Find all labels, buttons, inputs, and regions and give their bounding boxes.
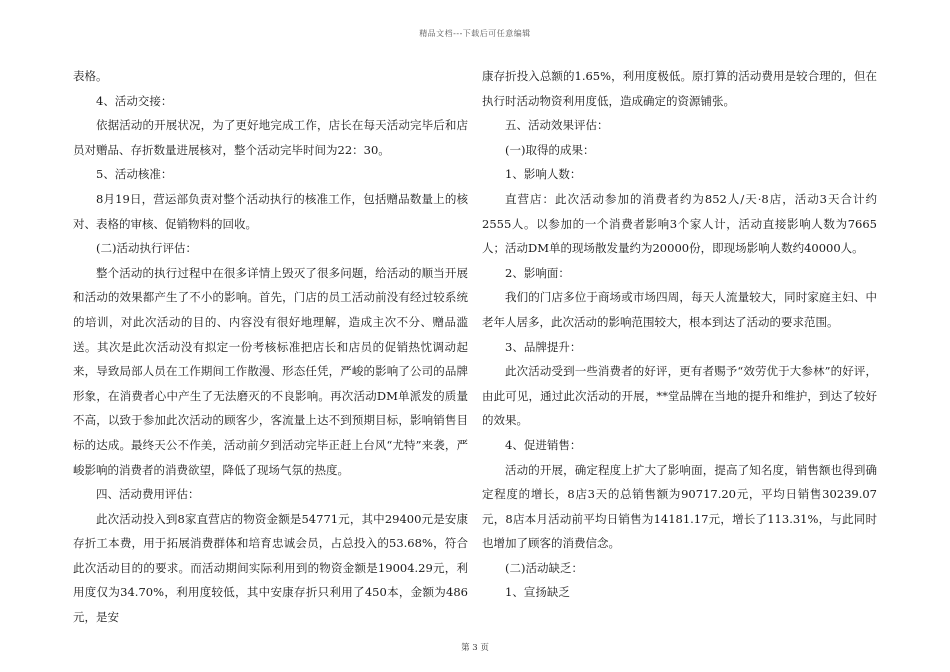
page-number: 第 3 页 [461, 643, 489, 653]
paragraph: 8月19日，营运部负责对整个活动执行的核准工作，包括赠品数量上的核对、表格的审核、促销物料的回收。 [73, 191, 468, 231]
paragraph: 此次活动受到一些消费者的好评，更有者赐予“效劳优于大参林”的好评，由此可见，通过此次活动的开展，**堂品牌在当地的提升和维护，到达了较好的效果。 [482, 364, 877, 428]
paragraph: 1、影响人数： [505, 167, 582, 182]
paragraph: 2、影响面： [505, 265, 570, 280]
paragraph: (二)活动执行评估： [96, 241, 197, 256]
paragraph: 康存折投入总额的1.65%，利用度极低。原打算的活动费用是较合理的，但在执行时活动物资利用度低，造成确定的资源铺张。 [482, 69, 877, 108]
paragraph: 3、品牌提升： [505, 339, 582, 354]
paragraph: 4、促进销售： [505, 437, 582, 452]
paragraph: 依据活动的开展状况，为了更好地完成工作，店长在每天活动完毕后和店员对赠品、存折数量进展核对，整个活动完毕时间为22：30。 [73, 118, 468, 157]
paragraph: 5、活动核准： [96, 167, 173, 182]
right-column [482, 64, 877, 605]
paragraph: 1、宣扬缺乏 [505, 585, 570, 600]
paragraph: 四、活动费用评估： [96, 487, 200, 502]
paragraph: (二)活动缺乏： [505, 560, 583, 575]
paragraph: 整个活动的执行过程中在很多详情上毁灭了很多问题，给活动的顺当开展和活动的效果都产生了不小的影响。首先，门店的员工活动前没有经过较系统的培训，对此次活动的目的、内容没有很好地理解，造成主次不分、赠品滥送。其次是此次活动没有拟定一份考核标准把店长和店员的促销热忱调动起来，导致局部人员在工作期间工作散漫、形态任凭，严峻的影响了公司的品牌形象，在消费者心中产生了无法磨灭的不良影响。再次活动DM单派发的质量不高，以致于参加此次活动的顾客少，客流量上达不到预期目标，影响销售目标的达成。最终天公不作美，活动前夕到活动完毕正赶上台风“尤特”来袭，严峻影响的消费者的消费欲望，降低了现场气氛的热度。 [73, 265, 468, 477]
paragraph: 直营店：此次活动参加的消费者约为852人/天·8店，活动3天合计约2555人。以参加的一个消费者影响3个家人计，活动直接影响人数为7665人；活动DM单的现场散发量约为20000份，即现场影响人数约40000人。 [482, 191, 877, 256]
page-header: 精品文档---下载后可任意编辑 [419, 29, 531, 38]
paragraph: 活动的开展，确定程度上扩大了影响面，提高了知名度，销售额也得到确定程度的增长，8店3天的总销售额为90717.20元，平均日销售30239.07元，8店本月活动前平均日销售为14181.17元，增长了113.31%，与此同时也增加了顾客的消费信念。 [482, 462, 877, 551]
paragraph: 我们的门店多位于商场或市场四周，每天人流量较大，同时家庭主妇、中老年人居多，此次活动的影响范围较大，根本到达了活动的要求范围。 [482, 290, 877, 329]
paragraph: 五、活动效果评估： [505, 118, 609, 133]
paragraph: 表格。 [73, 69, 108, 83]
paragraph: (一)取得的成果： [505, 142, 595, 157]
left-column [73, 64, 468, 630]
paragraph: 此次活动投入到8家直营店的物资金额是54771元，其中29400元是安康存折工本费，用于拓展消费群体和培育忠诚会员，占总投入的53.68%，符合此次活动目的的要求。而活动期间实际利用到的物资金额是19004.29元，利用度仅为34.70%，利用度较低，其中安康存折只利用了450本，金额为486元，是安 [73, 511, 468, 625]
paragraph: 4、活动交接： [96, 93, 173, 108]
